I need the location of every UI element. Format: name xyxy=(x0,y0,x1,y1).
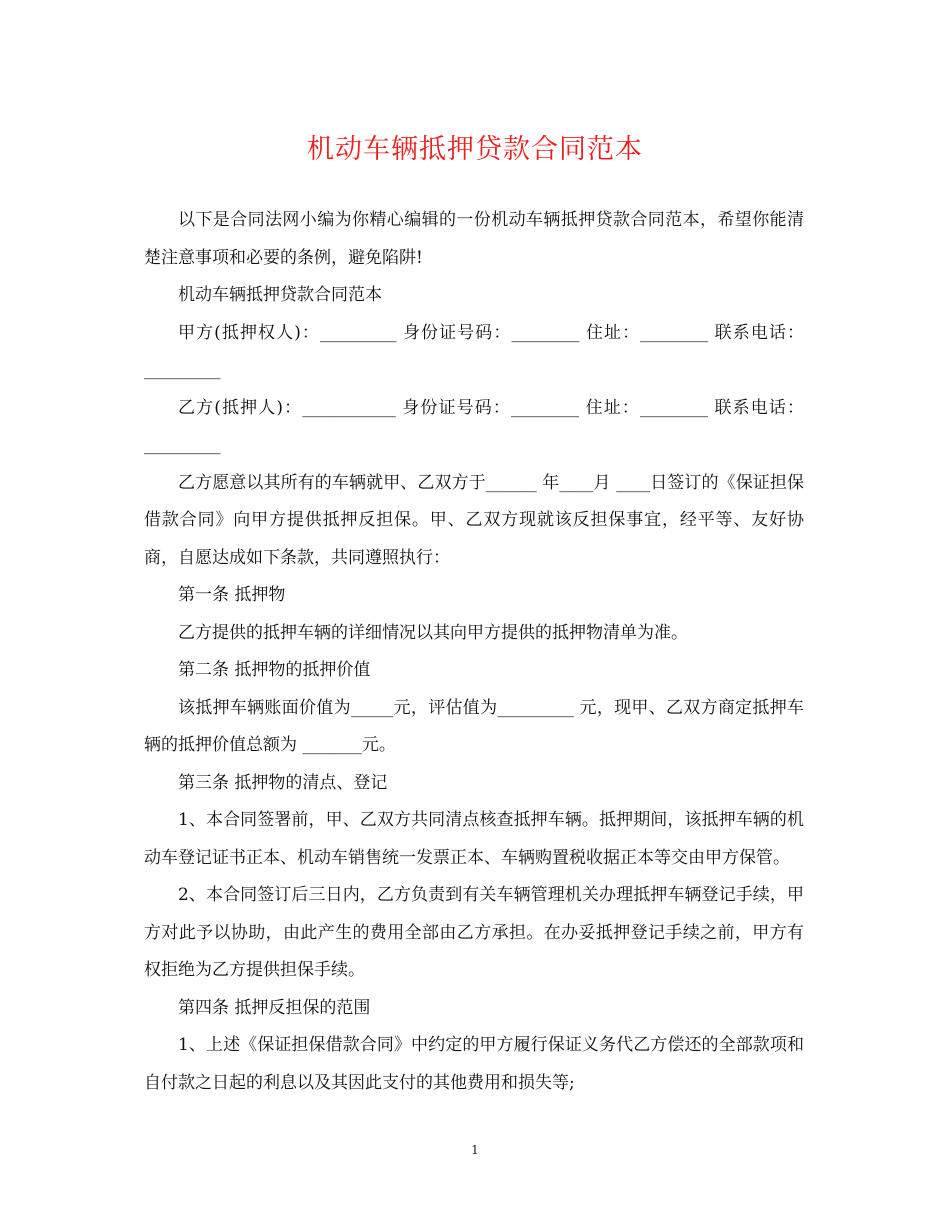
article-1-heading: 第一条 抵押物 xyxy=(178,585,286,605)
preamble-paragraph: 乙方愿意以其所有的车辆就甲、乙双方于______ 年____月 ____日签订的《保证担保借款合同》向甲方提供抵押反担保。甲、乙双方现就该反担保事宜，经平等、友好协商，自愿达成如下条款，共同遵照执行： xyxy=(144,472,804,568)
article-3-item-1: 1、本合同签署前，甲、乙双方共同清点核查抵押车辆。抵押期间，该抵押车辆的机动车登记证书正本、机动车销售统一发票正本、车辆购置税收据正本等交由甲方保管。 xyxy=(144,810,804,868)
article-2-heading: 第二条 抵押物的抵押价值 xyxy=(178,660,371,680)
party-a-line: 甲方(抵押权人)：_________ 身份证号码：________ 住址：________ 联系电话：_________ xyxy=(144,322,804,380)
article-3-item-2: 2、本合同签订后三日内，乙方负责到有关车辆管理机关办理抵押车辆登记手续，甲方对此予以协助，由此产生的费用全部由乙方承担。在办妥抵押登记手续之前，甲方有权拒绝为乙方提供担保手续。 xyxy=(144,885,804,980)
contract-heading: 机动车辆抵押贷款合同范本 xyxy=(178,285,382,305)
article-1-text: 乙方提供的抵押车辆的详细情况以其向甲方提供的抵押物清单为准。 xyxy=(178,622,688,643)
document-body xyxy=(144,202,804,1102)
article-3-heading: 第三条 抵押物的清点、登记 xyxy=(178,772,388,793)
intro-paragraph: 以下是合同法网小编为你精心编辑的一份机动车辆抵押贷款合同范本，希望你能清楚注意事项和必要的条例，避免陷阱! xyxy=(144,210,804,268)
document-title: 机动车辆抵押贷款合同范本 xyxy=(307,134,643,165)
page-number: 1 xyxy=(471,1143,479,1157)
article-4-heading: 第四条 抵押反担保的范围 xyxy=(178,997,371,1018)
party-b-line: 乙方(抵押人)：___________ 身份证号码：________ 住址：________ 联系电话：_________ xyxy=(144,397,804,455)
article-2-text: 该抵押车辆账面价值为_____元，评估值为_________ 元，现甲、乙双方商定抵押车辆的抵押价值总额为 _______元。 xyxy=(144,697,804,755)
article-4-item-1: 1、上述《保证担保借款合同》中约定的甲方履行保证义务代乙方偿还的全部款项和自付款之日起的利息以及其因此支付的其他费用和损失等; xyxy=(144,1035,804,1093)
